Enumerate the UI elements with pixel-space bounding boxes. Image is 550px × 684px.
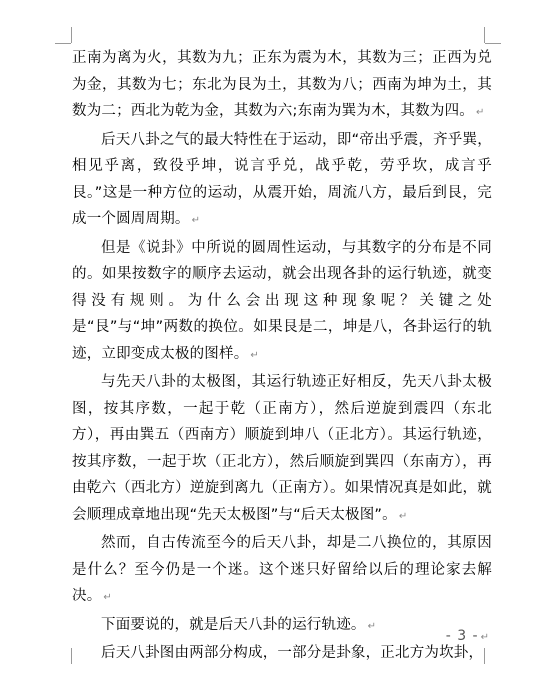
crop-mark-top-left-vertical	[71, 27, 72, 43]
paragraph-mark-icon: ↵	[398, 510, 408, 522]
paragraph-text: 与先天八卦的太极图，其运行轨迹正好相反，先天八卦太极图，按其序数，一起于乾（正南方），然后逆旋到震四（东北方），再由巽五（西南方）顺旋到坤八（正北方）。其运行轨迹，按其序数，一起于坎（正北方），然后顺旋到巽四（东南方），再由乾六（西北方）逆旋到离九（正南方）。如果情况真是如此，就会顺理成章地出现“先天太极图”与“后天太极图”。	[72, 374, 492, 523]
document-body[interactable]	[72, 45, 492, 667]
paragraph-mark-icon: ↵	[103, 592, 112, 603]
paragraph-text: 下面要说的，就是后天八卦的运行轨迹。	[101, 616, 366, 633]
paragraph-3	[72, 235, 492, 370]
paragraph-mark-icon: ↵	[191, 215, 201, 226]
paragraph-mark-icon: ↵	[475, 107, 485, 118]
crop-mark-top-left-horizontal	[55, 43, 71, 44]
page-number-footer	[446, 628, 490, 644]
paragraph-7	[72, 640, 492, 667]
paragraph-text: 后天八卦图由两部分构成，一部分是卦象，正北方为坎卦，	[101, 645, 484, 661]
page-number: - 3 -	[445, 628, 479, 644]
paragraph-mark-icon: ↵	[250, 349, 259, 361]
paragraph-6	[72, 612, 492, 641]
crop-mark-top-right-horizontal	[485, 43, 501, 44]
paragraph-5	[72, 530, 492, 612]
paragraph-text: 但是《说卦》中所说的圆周性运动，与其数字的分布是不同的。如果按数字的顺序去运动，就会出现各卦的运行轨迹，就变得没有规则。为什么会出现这种现象呢？关键之处是“艮”与“坤”两数的换位。如果艮是二，坤是八，各卦运行的轨迹，立即变成太极的图样。	[72, 239, 492, 362]
paragraph-text: 然而，自古传流至今的后天八卦，却是二八换位的，其原因是什么？至今仍是一个迷。这个迷只好留给以后的理论家去解决。	[72, 535, 492, 604]
paragraph-text: 正南为离为火，其数为九；正东为震为木，其数为三；正西为兑为金，其数为七；东北为艮为土，其数为八；西南为坤为土，其数为二；西北为乾为金，其数为六;东南为巽为木，其数为四。	[72, 50, 492, 119]
paragraph-1	[72, 45, 492, 127]
paragraph-mark-icon: ↵	[367, 620, 377, 632]
paragraph-2	[72, 127, 492, 235]
paragraph-text: 后天八卦之气的最大特性在于运动，即“帝出乎震，齐乎巽，相见乎离，致役乎坤，说言乎兑，战乎乾，劳乎坎，成言乎艮。”这是一种方位的运动，从震开始，周流八方，最后到艮，完成一个圆周周期。	[72, 131, 492, 227]
paragraph-4	[72, 369, 492, 530]
crop-mark-top-right-vertical	[484, 27, 485, 43]
paragraph-mark-icon: ↵	[480, 632, 490, 643]
